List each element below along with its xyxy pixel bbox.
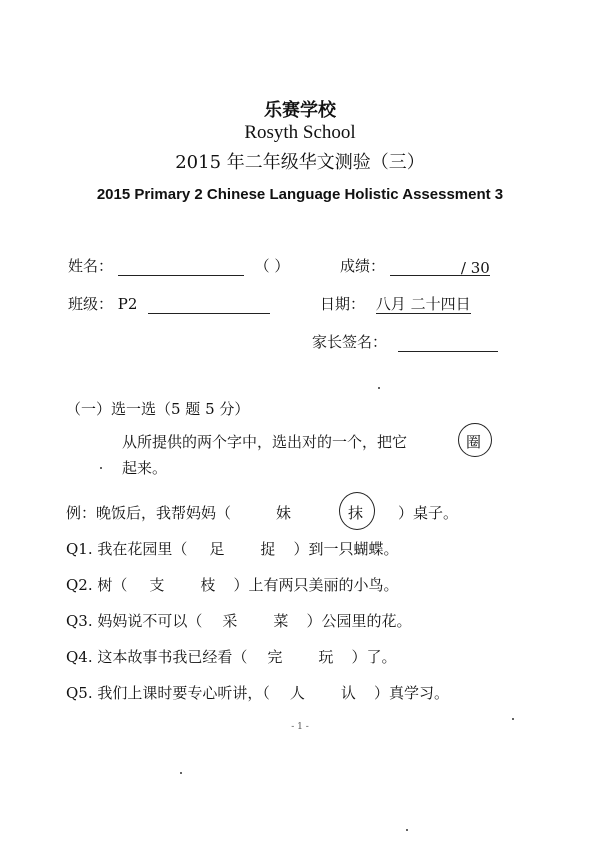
question-post: ）到一只蝴蝶。 — [293, 540, 399, 558]
class-blank[interactable] — [148, 297, 270, 314]
section-title: （一）选一选（5 题 5 分） — [66, 400, 250, 418]
question-option-1[interactable]: 完 — [267, 648, 283, 666]
example-option-2[interactable]: 抹 — [348, 504, 364, 522]
question-option-2[interactable]: 捉 — [260, 540, 276, 558]
class-value: P2 — [117, 295, 138, 313]
class-row — [68, 293, 270, 314]
page-number: - 1 - — [291, 722, 309, 732]
scan-speck — [180, 772, 182, 774]
school-name-cn: 乐赛学校 — [264, 100, 336, 121]
question-option-1[interactable]: 支 — [149, 576, 165, 594]
scan-speck — [100, 467, 102, 469]
name-row — [68, 255, 289, 276]
date-row — [320, 293, 471, 314]
question-option-2[interactable]: 玩 — [318, 648, 334, 666]
example-option-1[interactable]: 妹 — [276, 504, 292, 522]
parent-sign-blank[interactable] — [398, 335, 498, 352]
parent-sign-row — [312, 331, 498, 352]
test-title-cn: 2015 年二年级华文测验（三） — [175, 152, 425, 173]
question-post: ）上有两只美丽的小鸟。 — [233, 576, 399, 594]
question-option-2[interactable]: 枝 — [200, 576, 216, 594]
question-number: Q4. — [66, 648, 93, 666]
scan-speck — [406, 829, 408, 831]
score-label: 成绩： — [340, 257, 386, 275]
question-number: Q1. — [66, 540, 93, 558]
instruction-line-2: 起来。 — [122, 459, 168, 477]
date-label: 日期： — [320, 295, 366, 313]
question-option-1[interactable]: 人 — [289, 684, 305, 702]
parent-sign-label: 家长签名： — [312, 333, 388, 351]
question-1 — [66, 538, 398, 559]
question-option-1[interactable]: 足 — [209, 540, 225, 558]
question-pre: 妈妈说不可以（ — [97, 612, 203, 630]
example-prefix: 例：晚饭后，我帮妈妈（ — [66, 504, 232, 522]
question-post: ）真学习。 — [373, 684, 449, 702]
score-blank[interactable] — [390, 259, 490, 276]
question-post: ）了。 — [351, 648, 397, 666]
class-label: 班级： — [68, 295, 114, 313]
question-pre: 树（ — [97, 576, 128, 594]
example-suffix: ）桌子。 — [398, 504, 459, 522]
instruction-line-1: 从所提供的两个字中，选出对的一个，把它 — [122, 433, 408, 451]
score-total: / 30 — [460, 259, 490, 277]
question-pre: 我在花园里（ — [97, 540, 188, 558]
test-title-en: 2015 Primary 2 Chinese Language Holistic Assessment 3 — [96, 186, 504, 203]
question-option-2[interactable]: 菜 — [273, 612, 289, 630]
question-2 — [66, 574, 398, 595]
score-row — [340, 255, 490, 276]
question-option-2[interactable]: 认 — [340, 684, 356, 702]
name-label: 姓名： — [68, 257, 114, 275]
question-number: Q2. — [66, 576, 93, 594]
question-4 — [66, 646, 396, 667]
question-pre: 这本故事书我已经看（ — [97, 648, 248, 666]
date-value: 八月 二十四日 — [375, 295, 471, 313]
question-number: Q5. — [66, 684, 93, 702]
question-number: Q3. — [66, 612, 93, 630]
question-3 — [66, 610, 411, 631]
scan-speck — [378, 387, 380, 389]
name-blank[interactable] — [118, 259, 244, 276]
question-option-1[interactable]: 采 — [222, 612, 238, 630]
instruction-circle-char: 圈 — [466, 433, 482, 451]
school-name-en: Rosyth School — [244, 122, 356, 143]
index-paren: （ ） — [254, 257, 290, 275]
scan-speck — [512, 718, 514, 720]
question-pre: 我们上课时要专心听讲，（ — [97, 684, 270, 702]
question-post: ）公园里的花。 — [306, 612, 412, 630]
question-5 — [66, 682, 449, 703]
